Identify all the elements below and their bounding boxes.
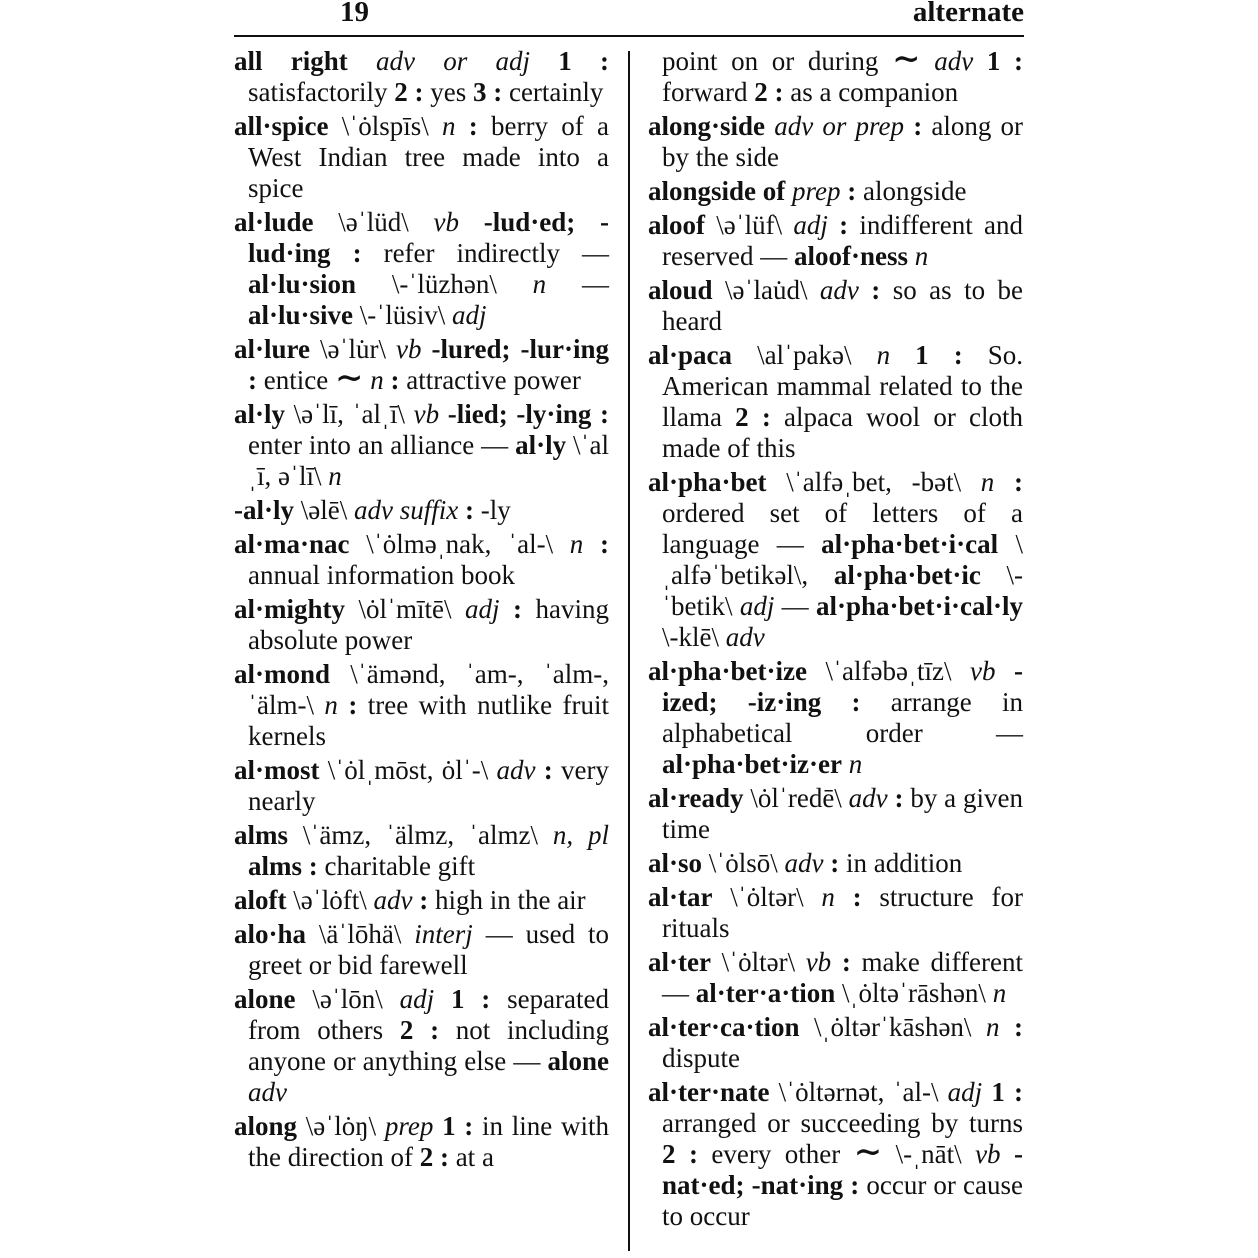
bold-text: 1 : bbox=[915, 340, 963, 370]
dictionary-entry bbox=[648, 111, 1023, 173]
definition-text bbox=[982, 1077, 991, 1107]
headword: al·ma·nac bbox=[234, 529, 350, 559]
dictionary-entry bbox=[234, 594, 609, 656]
definition-text bbox=[459, 207, 484, 237]
definition-text: — bbox=[774, 591, 816, 621]
headword: al·ready bbox=[648, 783, 744, 813]
definition-text: \ˈalˌī, əˈlī\ bbox=[248, 430, 609, 491]
definition-text: indifferent and reserved — bbox=[662, 210, 1023, 271]
bold-text: : bbox=[1014, 467, 1023, 497]
part-of-speech: adv bbox=[934, 46, 974, 76]
headword: al·ly bbox=[234, 399, 286, 429]
part-of-speech: adv bbox=[819, 275, 859, 305]
definition-text: \ˈȯlməˌnak, ˈal-\ bbox=[349, 529, 570, 559]
definition-text: along or by the side bbox=[662, 111, 1024, 172]
definition-text: as a companion bbox=[783, 77, 959, 107]
definition-text: \-ˈlüsiv\ bbox=[353, 300, 453, 330]
definition-text: \ˈalfəˌbet, -bət\ bbox=[766, 467, 981, 497]
definition-text: \əˈlȯft\ bbox=[286, 885, 374, 915]
bold-text: -lud·ed; -lud·ing : bbox=[248, 207, 610, 268]
definition-text: \ˈȯltər\ bbox=[712, 882, 822, 912]
part-of-speech: n bbox=[821, 882, 835, 912]
bold-text: : bbox=[999, 1012, 1023, 1042]
part-of-speech: n bbox=[370, 365, 384, 395]
bold-text: : bbox=[1014, 46, 1024, 76]
definition-text: forward bbox=[662, 77, 755, 107]
part-of-speech: vb bbox=[433, 207, 459, 237]
part-of-speech: n bbox=[980, 467, 995, 497]
bold-text: 2 : bbox=[754, 77, 784, 107]
dictionary-entry bbox=[648, 210, 1023, 272]
part-of-speech: interj bbox=[414, 919, 473, 949]
right-column bbox=[648, 41, 1024, 1235]
definition-text bbox=[583, 529, 600, 559]
page-number: 19 bbox=[340, 0, 369, 28]
definition-text: So. American mammal related to the llama bbox=[662, 340, 1024, 432]
definition-text: \əˈlau̇d\ bbox=[712, 275, 820, 305]
definition-text: \ˈȯlˌmōst, ȯlˈ-\ bbox=[319, 755, 497, 785]
definition-text: \əˈlī, ˈalˌī\ bbox=[285, 399, 414, 429]
definition-text: at a bbox=[448, 1142, 494, 1172]
part-of-speech: vb bbox=[396, 334, 422, 364]
bold-text: -lied; -ly·ing : bbox=[447, 399, 610, 429]
headword: al·mond bbox=[234, 659, 331, 689]
definition-text bbox=[439, 399, 448, 429]
definition-text: \ˌȯltərˈkāshən\ bbox=[799, 1012, 986, 1042]
definition-text: satisfactorily bbox=[248, 77, 395, 107]
headword: al·lude bbox=[234, 207, 314, 237]
bold-text: al·lu·sive bbox=[248, 300, 354, 330]
dictionary-entry bbox=[234, 984, 609, 1108]
part-of-speech: n bbox=[848, 749, 863, 779]
definition-text bbox=[908, 241, 915, 271]
headword: alo·ha bbox=[234, 919, 307, 949]
definition-text: in addition bbox=[839, 848, 963, 878]
part-of-speech: n bbox=[914, 241, 929, 271]
part-of-speech: adj bbox=[739, 591, 775, 621]
bold-text: al·lu·sion bbox=[248, 269, 357, 299]
bold-text: : bbox=[600, 529, 609, 559]
headword: -al·ly bbox=[234, 495, 294, 525]
dictionary-entry bbox=[234, 755, 609, 817]
dictionary-entry bbox=[648, 882, 1023, 944]
definition-text: \əˈlōn\ bbox=[295, 984, 400, 1014]
bold-text: -nat·ed; -nat·ing : bbox=[662, 1139, 1023, 1200]
definition-text: make different — bbox=[662, 947, 1023, 1008]
definition-text bbox=[842, 749, 849, 779]
definition-text: \ˌalfəˈbetikəl\, bbox=[662, 529, 1023, 590]
bold-text: 1 : bbox=[450, 984, 491, 1014]
headword: al·ter·nate bbox=[648, 1077, 770, 1107]
dictionary-entry bbox=[234, 495, 609, 526]
part-of-speech: n bbox=[328, 461, 342, 491]
headword: aloof bbox=[648, 210, 705, 240]
bold-text: : bbox=[904, 111, 923, 141]
part-of-speech: adv or prep bbox=[774, 111, 905, 141]
definition-text: \ˈalfəbəˌtīz\ bbox=[807, 656, 970, 686]
part-of-speech: adv bbox=[496, 755, 536, 785]
bold-text: -lured; -lur·ing : bbox=[248, 334, 609, 395]
dictionary-entry bbox=[648, 848, 1023, 879]
definition-text: every other bbox=[697, 1139, 854, 1169]
part-of-speech: n, pl bbox=[552, 820, 609, 850]
bold-text: aloof·ness bbox=[793, 241, 908, 271]
bold-text: 1 : bbox=[442, 1111, 474, 1141]
bold-text: : bbox=[887, 783, 904, 813]
headword: al·most bbox=[234, 755, 320, 785]
dictionary-entry bbox=[234, 46, 609, 108]
column-divider bbox=[628, 51, 630, 1251]
bold-text: : bbox=[831, 947, 851, 977]
part-of-speech: adj bbox=[793, 210, 828, 240]
bold-text: : bbox=[383, 365, 400, 395]
bold-text: : bbox=[455, 111, 478, 141]
part-of-speech: adj bbox=[465, 594, 500, 624]
definition-text: \-ˈbetik\ bbox=[662, 560, 1024, 621]
bold-text: alone bbox=[547, 1046, 609, 1076]
definition-text: occur or cause to occur bbox=[662, 1170, 1023, 1231]
definition-text: berry of a West Indian tree made into a spice bbox=[248, 111, 609, 203]
headword: al·pha·bet bbox=[648, 467, 767, 497]
bold-text: al·ly bbox=[515, 430, 567, 460]
definition-text: dispute bbox=[662, 1043, 740, 1073]
swung-dash: ∼ bbox=[334, 360, 364, 397]
definition-text: by a given time bbox=[662, 783, 1023, 844]
headword: along bbox=[234, 1111, 298, 1141]
bold-text: : bbox=[543, 755, 553, 785]
headword: al·pha·bet·ize bbox=[648, 656, 808, 686]
bold-text: : bbox=[823, 848, 840, 878]
bold-text: 2 : bbox=[419, 1142, 449, 1172]
definition-text: ordered set of letters of a language — bbox=[662, 498, 1023, 559]
part-of-speech: adj bbox=[452, 300, 487, 330]
definition-text: in line with the direction of bbox=[248, 1111, 609, 1172]
bold-text: 1 : bbox=[991, 1077, 1024, 1107]
bold-text: : bbox=[834, 882, 862, 912]
part-of-speech: n bbox=[532, 269, 547, 299]
part-of-speech: vb bbox=[969, 656, 996, 686]
left-column bbox=[234, 46, 609, 1176]
bold-text: : bbox=[412, 885, 429, 915]
definition-text bbox=[530, 46, 558, 76]
bold-text: al·pha·bet·i·cal·ly bbox=[815, 591, 1024, 621]
headword: al·mighty bbox=[234, 594, 346, 624]
bold-text: 2 : bbox=[662, 1139, 698, 1169]
part-of-speech: prep bbox=[792, 176, 841, 206]
part-of-speech: adv suffix bbox=[353, 495, 459, 525]
definition-text: \əˈlȯŋ\ bbox=[297, 1111, 385, 1141]
definition-text: high in the air bbox=[428, 885, 586, 915]
definition-text: \-klē\ bbox=[662, 622, 726, 652]
definition-text: alpaca wool or cloth made of this bbox=[662, 402, 1023, 463]
definition-text: refer indirectly — bbox=[361, 238, 610, 268]
bold-text: al·ter·a·tion bbox=[695, 978, 836, 1008]
dictionary-entry bbox=[648, 275, 1023, 337]
definition-text: not including anyone or anything else — bbox=[248, 1015, 609, 1076]
bold-text: 3 : bbox=[472, 77, 503, 107]
definition-text: \ˈämz, ˈälmz, ˈalmz\ bbox=[288, 820, 553, 850]
definition-text: structure for rituals bbox=[662, 882, 1023, 943]
dictionary-entry bbox=[648, 1012, 1023, 1074]
headword: all right bbox=[234, 46, 348, 76]
definition-text bbox=[348, 46, 376, 76]
definition-text: \ˈȯltərnət, ˈal-\ bbox=[769, 1077, 948, 1107]
definition-text bbox=[536, 755, 544, 785]
bold-text: 2 : bbox=[399, 1015, 440, 1045]
entry-continuation bbox=[648, 41, 1024, 108]
part-of-speech: n bbox=[442, 111, 456, 141]
part-of-speech: vb bbox=[805, 947, 832, 977]
dictionary-entry bbox=[234, 919, 609, 981]
dictionary-entry bbox=[648, 783, 1023, 845]
definition-text bbox=[1000, 46, 1014, 76]
definition-text: \alˈpakə\ bbox=[732, 340, 877, 370]
definition-text: enter into an alliance — bbox=[248, 430, 516, 460]
part-of-speech: adv bbox=[848, 783, 888, 813]
headword: al·paca bbox=[648, 340, 733, 370]
bold-text: al·pha·bet·ic bbox=[833, 560, 981, 590]
dictionary-entry bbox=[234, 111, 609, 204]
headword: aloud bbox=[648, 275, 713, 305]
dictionary-entry bbox=[234, 1111, 609, 1173]
dictionary-entry bbox=[234, 820, 609, 882]
definition-text: \ˈȯlsō\ bbox=[702, 848, 785, 878]
definition-text bbox=[765, 111, 774, 141]
bold-text: al·pha·bet·i·cal bbox=[821, 529, 999, 559]
definition-text: \-ˈlüzhən\ bbox=[356, 269, 533, 299]
part-of-speech: adv bbox=[248, 1077, 287, 1107]
headword: all·spice bbox=[234, 111, 329, 141]
bold-text: : bbox=[499, 594, 523, 624]
bold-text: 2 : bbox=[394, 77, 424, 107]
dictionary-entry bbox=[234, 659, 609, 752]
headword: al·ter·ca·tion bbox=[648, 1012, 800, 1042]
dictionary-entry bbox=[648, 947, 1023, 1009]
definition-text: — bbox=[546, 269, 609, 299]
definition-text: arrange in alphabetical order — bbox=[662, 687, 1023, 748]
bold-text: al·pha·bet·iz·er bbox=[662, 749, 842, 779]
definition-text: \əˈlüf\ bbox=[705, 210, 794, 240]
dictionary-entry bbox=[234, 529, 609, 591]
part-of-speech: adv or adj bbox=[376, 46, 530, 76]
part-of-speech: n bbox=[324, 690, 338, 720]
definition-text: — used to greet or bid farewell bbox=[248, 919, 609, 980]
header-rule bbox=[234, 35, 1024, 37]
definition-text: \ˈȯltər\ bbox=[710, 947, 806, 977]
dictionary-entry bbox=[234, 885, 609, 916]
definition-text: \əˈlüd\ bbox=[313, 207, 434, 237]
definition-text bbox=[890, 340, 915, 370]
definition-text: arranged or succeeding by turns bbox=[662, 1108, 1023, 1138]
definition-text: alongside bbox=[856, 176, 967, 206]
definition-text bbox=[921, 46, 935, 76]
part-of-speech: n bbox=[569, 529, 584, 559]
dictionary-entry bbox=[648, 1077, 1023, 1232]
part-of-speech: n bbox=[876, 340, 891, 370]
definition-text: so as to be heard bbox=[662, 275, 1024, 336]
definition-text: very nearly bbox=[248, 755, 610, 816]
headword: alone bbox=[234, 984, 296, 1014]
bold-text: 1 bbox=[986, 46, 1001, 76]
definition-text: attractive power bbox=[399, 365, 581, 395]
definition-text: \ˈämənd, ˈam-, ˈalm-, ˈälm-\ bbox=[248, 659, 609, 720]
definition-text: \-ˌnāt\ bbox=[882, 1139, 976, 1169]
definition-text: \ˈȯlspīs\ bbox=[328, 111, 443, 141]
definition-text: annual information book bbox=[248, 560, 515, 590]
part-of-speech: vb bbox=[975, 1139, 1001, 1169]
definition-text bbox=[433, 1111, 442, 1141]
definition-text: \ȯlˈredē\ bbox=[743, 783, 849, 813]
dictionary-entry bbox=[648, 176, 1023, 207]
definition-text: \ȯlˈmītē\ bbox=[345, 594, 465, 624]
definition-text bbox=[421, 334, 431, 364]
bold-text: 2 : bbox=[735, 402, 771, 432]
definition-text: \ˌȯltəˈrāshən\ bbox=[835, 978, 993, 1008]
part-of-speech: adj bbox=[947, 1077, 983, 1107]
bold-text: : bbox=[858, 275, 881, 305]
headword: aloft bbox=[234, 885, 287, 915]
headword: al·tar bbox=[648, 882, 713, 912]
dictionary-entry bbox=[234, 399, 609, 492]
headword: al·so bbox=[648, 848, 703, 878]
bold-text: : bbox=[337, 690, 358, 720]
definition-text: \əˈlu̇r\ bbox=[310, 334, 396, 364]
swung-dash: ∼ bbox=[853, 1134, 883, 1171]
definition-text bbox=[995, 656, 1014, 686]
dictionary-entry bbox=[648, 656, 1023, 780]
definition-text: certainly bbox=[502, 77, 604, 107]
definition-text: point on or during bbox=[662, 46, 893, 76]
bold-text: 1 : bbox=[558, 46, 609, 76]
bold-text: : bbox=[458, 495, 474, 525]
part-of-speech: adj bbox=[399, 984, 435, 1014]
definition-text: yes bbox=[423, 77, 473, 107]
headword: al·ter bbox=[648, 947, 711, 977]
part-of-speech: adv bbox=[373, 885, 413, 915]
dictionary-entry bbox=[648, 467, 1023, 653]
headword: along·side bbox=[648, 111, 766, 141]
definition-text: tree with nutlike fruit kernels bbox=[248, 690, 609, 751]
bold-text: : bbox=[840, 176, 857, 206]
definition-text: charitable gift bbox=[317, 851, 476, 881]
page-header bbox=[234, 0, 1024, 35]
part-of-speech: adv bbox=[725, 622, 765, 652]
headword: al·lure bbox=[234, 334, 311, 364]
definition-text bbox=[994, 467, 1014, 497]
part-of-speech: vb bbox=[413, 399, 440, 429]
part-of-speech: n bbox=[992, 978, 1007, 1008]
definition-text: -ly bbox=[473, 495, 511, 525]
definition-text bbox=[434, 984, 451, 1014]
bold-text: -ized; -iz·ing : bbox=[662, 656, 1023, 717]
definition-text bbox=[1001, 1139, 1014, 1169]
definition-text: \äˈlōhä\ bbox=[306, 919, 415, 949]
dictionary-entry bbox=[234, 334, 609, 396]
definition-text: having absolute power bbox=[248, 594, 609, 655]
part-of-speech: prep bbox=[384, 1111, 434, 1141]
part-of-speech: n bbox=[985, 1012, 1000, 1042]
swung-dash: ∼ bbox=[892, 41, 921, 78]
headword: alongside of bbox=[648, 176, 786, 206]
definition-text: separated from others bbox=[248, 984, 610, 1045]
definition-text bbox=[973, 46, 987, 76]
headword: alms bbox=[234, 820, 288, 850]
part-of-speech: adv bbox=[784, 848, 824, 878]
dictionary-entry bbox=[234, 207, 609, 331]
guide-word: alternate bbox=[912, 0, 1024, 28]
dictionary-entry bbox=[648, 340, 1023, 464]
definition-text: entice bbox=[257, 365, 335, 395]
bold-text: : bbox=[827, 210, 849, 240]
bold-text: alms : bbox=[248, 851, 318, 881]
definition-text: \əlē\ bbox=[294, 495, 354, 525]
